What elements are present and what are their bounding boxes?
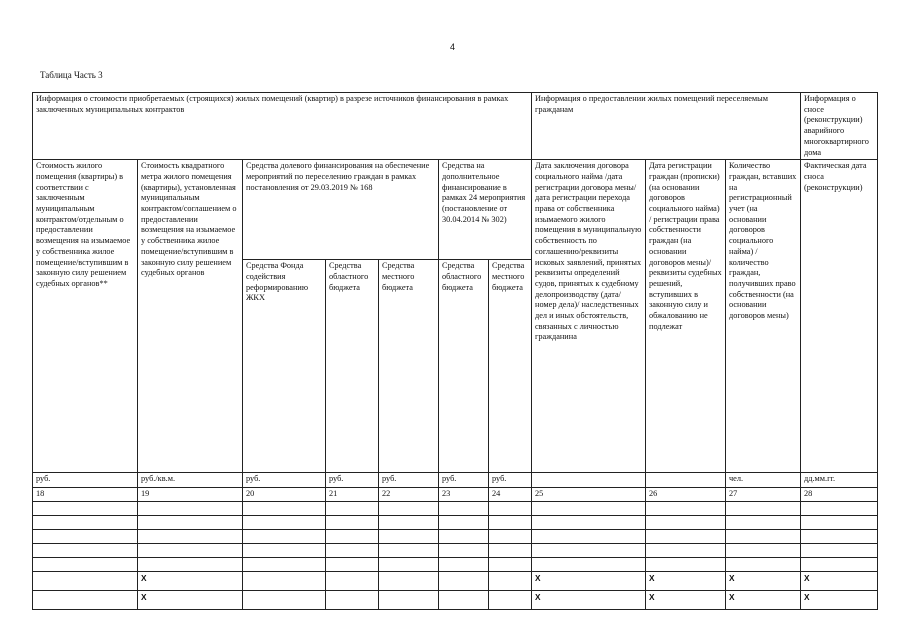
table-cell [379, 516, 439, 530]
table-cell [326, 544, 379, 558]
table-cell [33, 558, 138, 572]
empty-row [33, 502, 878, 516]
unit-cell: руб. [243, 473, 326, 488]
header-equity-financing: Средства долевого финансирования на обеспечение мероприятий по переселению граждан в рамках постановления от 29.03.2019 № 168 [243, 160, 439, 260]
marked-row [33, 591, 878, 610]
x-mark-cell: X [646, 591, 726, 610]
table-cell [532, 544, 646, 558]
table-cell [138, 544, 243, 558]
header-additional-financing: Средства на дополнительное финансирование в рамках 24 мероприятия (постановление от 30.04.2014 № 302) [439, 160, 532, 260]
table-cell [326, 558, 379, 572]
table-cell [489, 502, 532, 516]
table-cell [532, 502, 646, 516]
x-mark-cell: X [726, 591, 801, 610]
table-cell [243, 530, 326, 544]
x-mark-cell: X [646, 572, 726, 591]
table-cell [33, 572, 138, 591]
column-number: 22 [379, 488, 439, 502]
table-cell [726, 558, 801, 572]
table-cell [379, 530, 439, 544]
table-cell [439, 516, 489, 530]
table-cell [801, 558, 878, 572]
column-number: 19 [138, 488, 243, 502]
header-col-26: Дата регистрации граждан (прописки) (на основании договоров социального найма) / регистрации права собственности граждан (на основании договоров мены)/реквизиты судебных решений, вступивших в законную силу и обжалованию не подлежат [646, 160, 726, 473]
unit-cell: руб. [489, 473, 532, 488]
empty-row [33, 530, 878, 544]
empty-row [33, 516, 878, 530]
table-cell [138, 516, 243, 530]
marked-row [33, 572, 878, 591]
x-mark-cell: X [801, 572, 878, 591]
table-cell [138, 530, 243, 544]
header-col-25: Дата заключения договора социального найма /дата регистрации договора мены/дата регистрации перехода права от собственника изымаемого жилого помещения в муниципальную собственность по соглашению/реквизиты исковых заявлений, принятых реквизиты определений судов, принятых к судебному делопроизводству (дата/номер дела)/ наследственных дел и иных обстоятельств, связанных с личностью гражданина [532, 160, 646, 473]
table-cell [326, 516, 379, 530]
table-cell [646, 530, 726, 544]
table-cell [532, 516, 646, 530]
column-number: 27 [726, 488, 801, 502]
table-cell [33, 516, 138, 530]
table-cell [801, 516, 878, 530]
unit-cell [532, 473, 646, 488]
table-cell [489, 572, 532, 591]
x-mark-cell: X [532, 591, 646, 610]
empty-row [33, 544, 878, 558]
unit-cell: чел. [726, 473, 801, 488]
table-cell [646, 502, 726, 516]
header-cost-info: Информация о стоимости приобретаемых (строящихся) жилых помещений (квартир) в разрезе источников финансирования в рамках заключенных муниципальных контрактов [33, 93, 532, 160]
table-cell [439, 530, 489, 544]
table-cell [489, 530, 532, 544]
column-number: 26 [646, 488, 726, 502]
unit-cell: дд.мм.гг. [801, 473, 878, 488]
header-col-23: Средства областного бюджета [439, 260, 489, 473]
x-mark-cell: X [138, 591, 243, 610]
table-cell [532, 530, 646, 544]
header-provision-info: Информация о предоставлении жилых помещений переселяемым гражданам [532, 93, 801, 160]
x-mark-cell: X [532, 572, 646, 591]
table-cell [439, 544, 489, 558]
column-number: 25 [532, 488, 646, 502]
x-mark-cell: X [801, 591, 878, 610]
table-cell [243, 516, 326, 530]
table-cell [489, 591, 532, 610]
table-caption: Таблица Часть 3 [40, 70, 103, 80]
unit-cell: руб./кв.м. [138, 473, 243, 488]
table-cell [243, 591, 326, 610]
unit-cell: руб. [326, 473, 379, 488]
column-number: 21 [326, 488, 379, 502]
table-cell [33, 530, 138, 544]
table-cell [439, 591, 489, 610]
table-cell [489, 558, 532, 572]
table-cell [243, 572, 326, 591]
table-cell [726, 544, 801, 558]
table-cell [726, 502, 801, 516]
header-col-21: Средства областного бюджета [326, 260, 379, 473]
header-col-19: Стоимость квадратного метра жилого помещения (квартиры), установленная муниципальным контрактом/соглашением о предоставлении возмещения на изымаемое у собственника жилое помещение/вступившим в законную силу решением судебных органов [138, 160, 243, 473]
data-table [32, 92, 878, 610]
table-cell [326, 502, 379, 516]
table-cell [33, 591, 138, 610]
header-row-subgroups [33, 160, 878, 260]
table-cell [243, 558, 326, 572]
unit-cell [646, 473, 726, 488]
table-cell [243, 502, 326, 516]
table-cell [326, 591, 379, 610]
table-cell [439, 572, 489, 591]
table-cell [379, 502, 439, 516]
unit-cell: руб. [439, 473, 489, 488]
table-cell [33, 502, 138, 516]
table-cell [379, 544, 439, 558]
table-cell [646, 544, 726, 558]
header-row-groups [33, 93, 878, 160]
table-cell [379, 591, 439, 610]
table-cell [801, 530, 878, 544]
column-number: 24 [489, 488, 532, 502]
header-demolition-info: Информация о сносе (реконструкции) аварийного многоквартирного дома [801, 93, 878, 160]
table-cell [489, 544, 532, 558]
header-col-28: Фактическая дата сноса (реконструкции) [801, 160, 878, 473]
units-row [33, 473, 878, 488]
table-cell [439, 502, 489, 516]
table-cell [33, 544, 138, 558]
header-col-24: Средства местного бюджета [489, 260, 532, 473]
table-cell [326, 530, 379, 544]
empty-row [33, 558, 878, 572]
header-col-27: Количество граждан, вставших на регистрационный учет (на основании договоров социального найма) / количество граждан, получивших право собственности (на основании договоров мены) [726, 160, 801, 473]
x-mark-cell: X [726, 572, 801, 591]
table-cell [326, 572, 379, 591]
table-cell [379, 572, 439, 591]
column-number: 18 [33, 488, 138, 502]
column-numbers-row [33, 488, 878, 502]
table-cell [646, 516, 726, 530]
table-cell [801, 544, 878, 558]
header-col-20: Средства Фонда содействия реформированию ЖКХ [243, 260, 326, 473]
unit-cell: руб. [33, 473, 138, 488]
table-cell [439, 558, 489, 572]
table-cell [532, 558, 646, 572]
column-number: 20 [243, 488, 326, 502]
page-number: 4 [449, 42, 455, 52]
column-number: 28 [801, 488, 878, 502]
column-number: 23 [439, 488, 489, 502]
table-cell [379, 558, 439, 572]
x-mark-cell: X [138, 572, 243, 591]
table-cell [646, 558, 726, 572]
table-cell [726, 516, 801, 530]
unit-cell: руб. [379, 473, 439, 488]
table-cell [726, 530, 801, 544]
table-cell [801, 502, 878, 516]
header-col-18: Стоимость жилого помещения (квартиры) в соответствии с заключенным муниципальным контрактом/отдельным о предоставлении возмещения на изымаемое у собственника жилое помещение/вступившим в законную силу решением судебных органов** [33, 160, 138, 473]
table-cell [489, 516, 532, 530]
table-cell [243, 544, 326, 558]
table-cell [138, 558, 243, 572]
table-cell [138, 502, 243, 516]
header-col-22: Средства местного бюджета [379, 260, 439, 473]
